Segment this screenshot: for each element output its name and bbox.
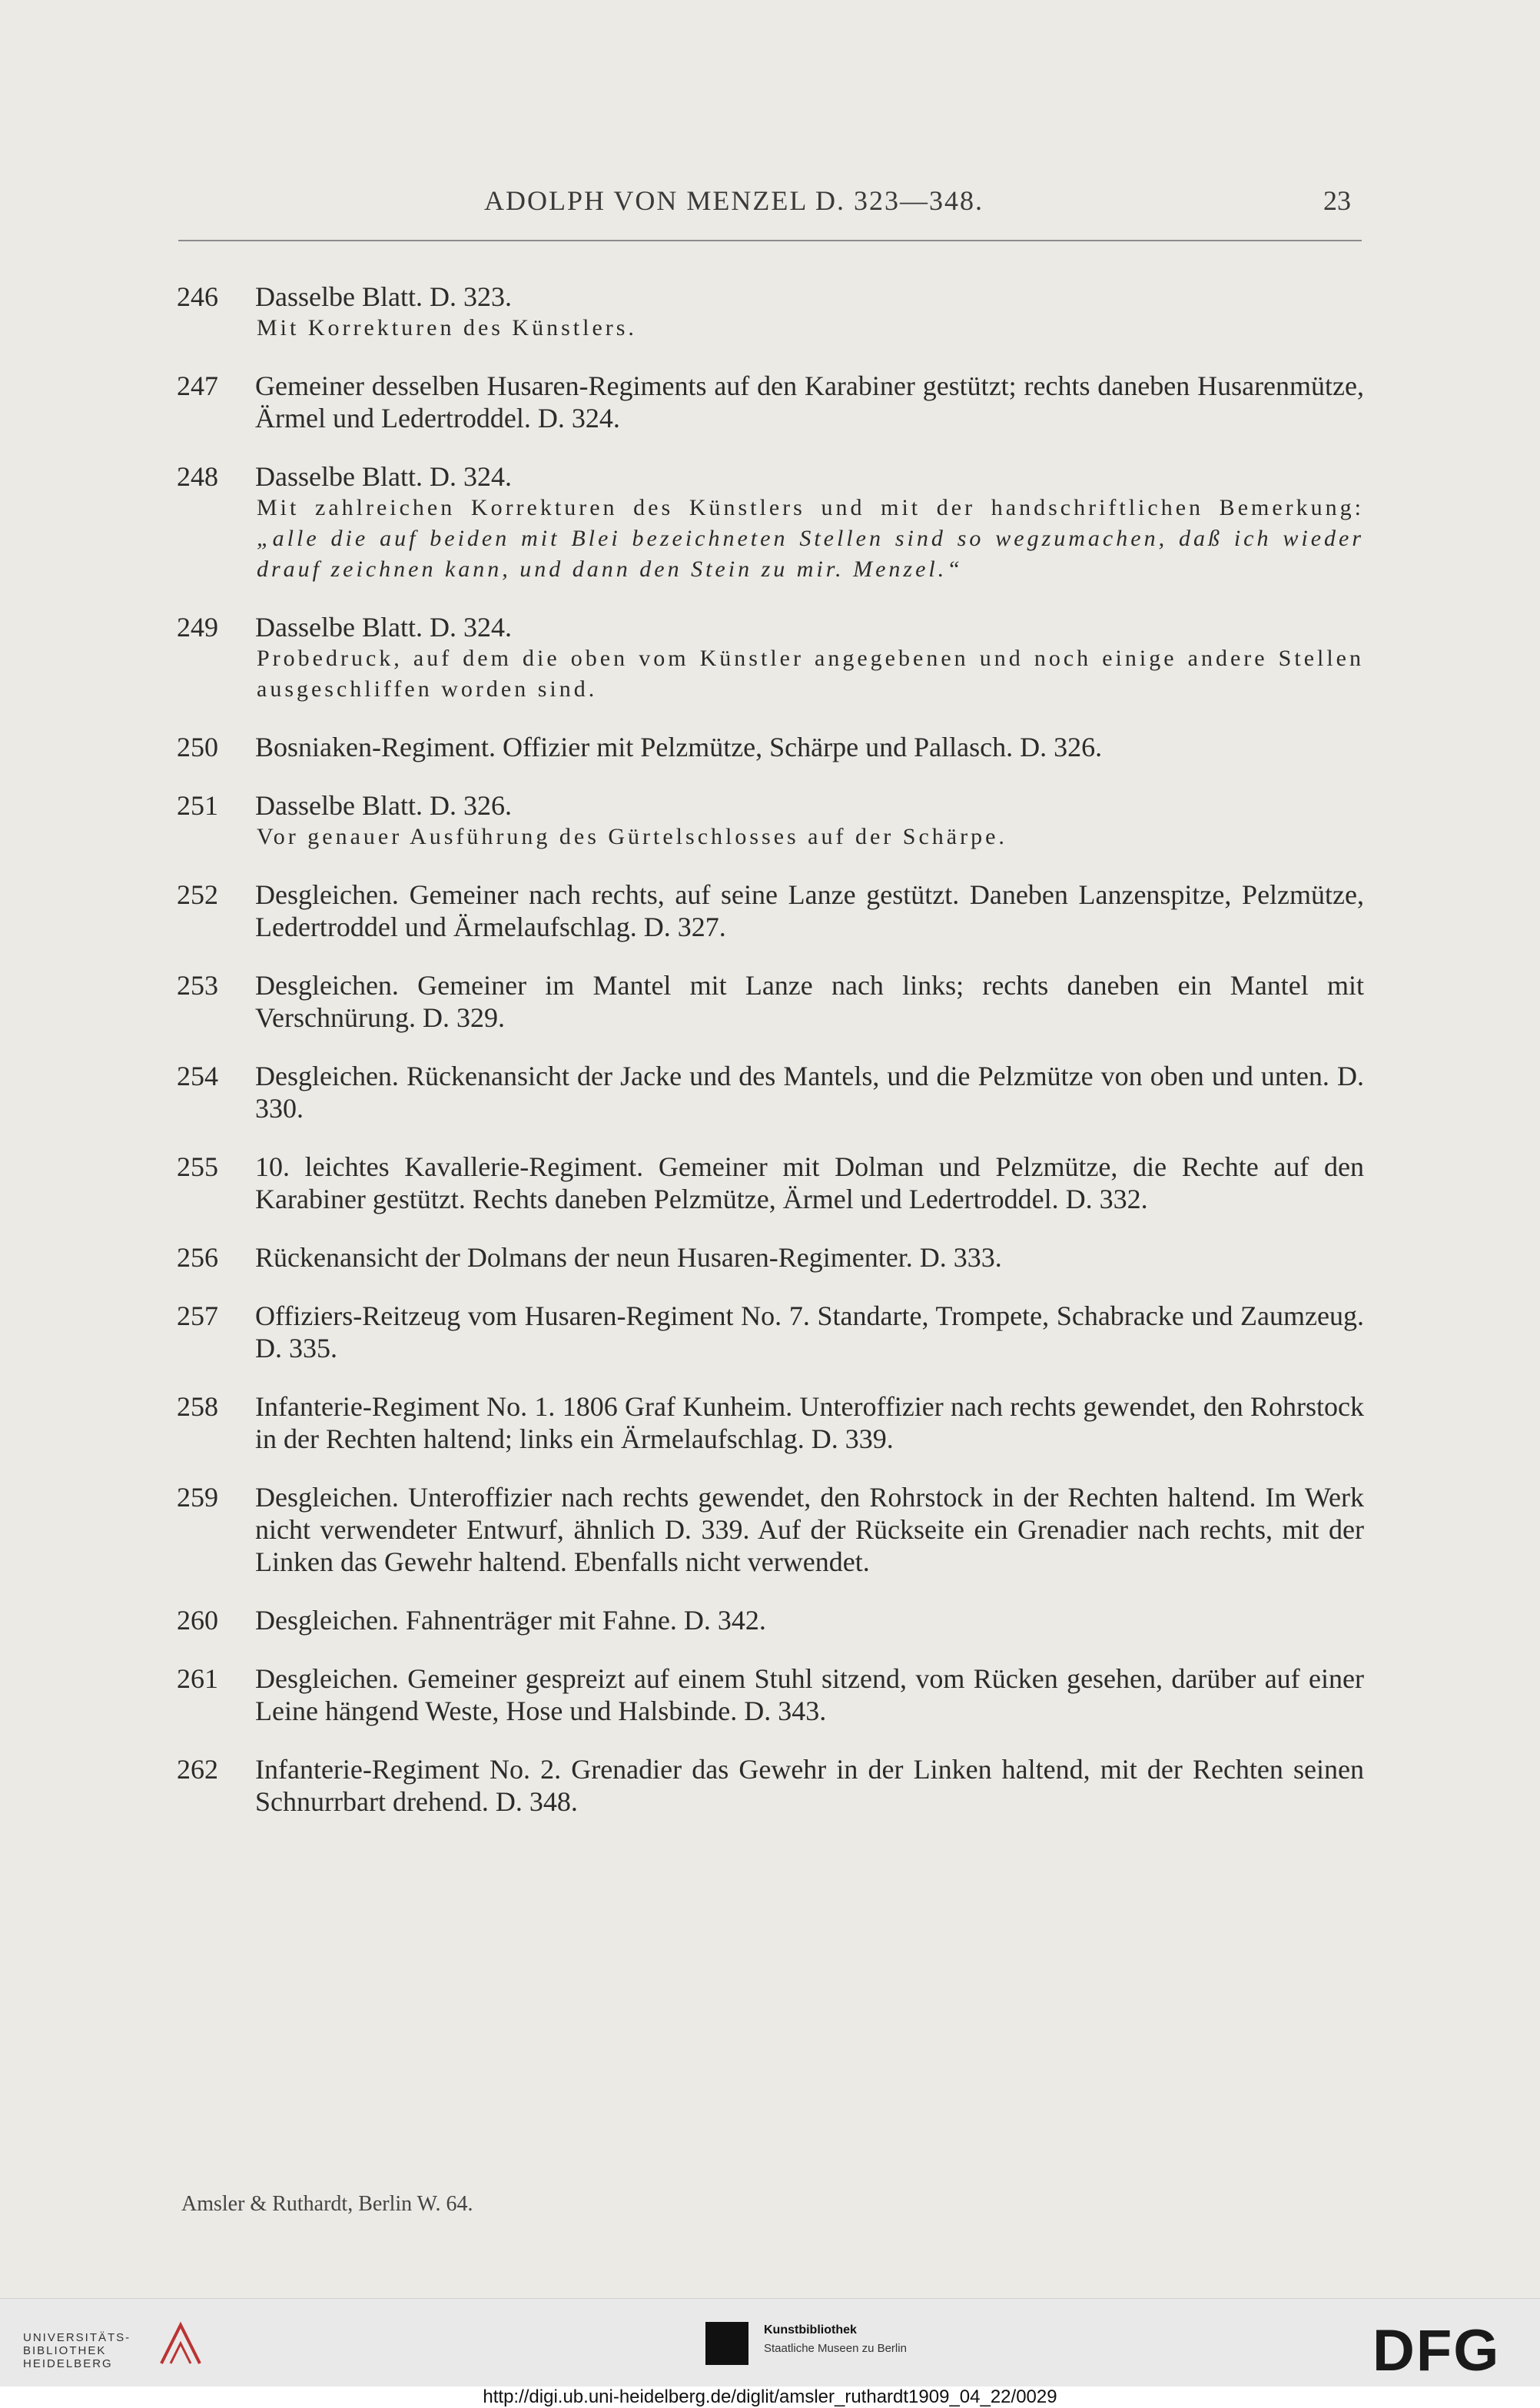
catalogue-entry bbox=[177, 1241, 1364, 1274]
entry-number: 258 bbox=[177, 1391, 218, 1422]
entry-number: 260 bbox=[177, 1605, 218, 1636]
entry-number: 246 bbox=[177, 281, 218, 312]
footer-bar bbox=[0, 2298, 1540, 2387]
kunstbibliothek-logo[interactable] bbox=[705, 2313, 967, 2374]
entry-number: 250 bbox=[177, 732, 218, 762]
university-library-logo[interactable] bbox=[23, 2331, 131, 2370]
entry-text: Infanterie-Regiment No. 1. 1806 Graf Kunheim. Unteroffizier nach rechts gewendet, den Rohrstock in der Rechten haltend; links ein Ärmelaufschlag. D. 339. bbox=[255, 1391, 1364, 1454]
entry-number: 256 bbox=[177, 1242, 218, 1273]
entry-note bbox=[255, 493, 1364, 585]
catalogue-entry bbox=[177, 1390, 1364, 1455]
entry-number: 251 bbox=[177, 790, 218, 821]
entry-number: 253 bbox=[177, 970, 218, 1001]
entry-note-quote: „alle die auf beiden mit Blei bezeichneten Stellen sind so wegzumachen, daß ich wieder drauf zeichnen kann, und dann den Stein zu mir. Menzel.“ bbox=[257, 526, 1364, 582]
entry-text: Dasselbe Blatt. D. 324. bbox=[255, 461, 512, 492]
entry-text: Dasselbe Blatt. D. 326. bbox=[255, 790, 512, 821]
entry-note: Probedruck, auf dem die oben vom Künstler angegebenen und noch einige andere Stellen ausgeschliffen worden sind. bbox=[257, 646, 1364, 702]
catalogue-entry bbox=[177, 879, 1364, 943]
entry-note: Mit Korrekturen des Künstlers. bbox=[257, 315, 637, 340]
catalogue-entry bbox=[177, 1300, 1364, 1364]
entry-number: 261 bbox=[177, 1663, 218, 1694]
entry-text: Desgleichen. Gemeiner im Mantel mit Lanze nach links; rechts daneben ein Mantel mit Verschnürung. D. 329. bbox=[255, 970, 1364, 1033]
catalogue-entry bbox=[177, 969, 1364, 1034]
entry-number: 249 bbox=[177, 612, 218, 643]
entry-text: Desgleichen. Rückenansicht der Jacke und des Mantels, und die Pelzmütze von oben und unten. D. 330. bbox=[255, 1061, 1364, 1124]
catalogue-entry bbox=[177, 1662, 1364, 1727]
catalogue-entry bbox=[177, 1151, 1364, 1215]
running-head bbox=[0, 184, 1540, 231]
entry-text: Desgleichen. Unteroffizier nach rechts gewendet, den Rohrstock in der Rechten haltend. Im Werk nicht verwendeter Entwurf, ähnlich D. 339. Auf der Rückseite ein Grenadier nach rechts, mit der Linken das Gewehr haltend. Ebenfalls nicht verwendet. bbox=[255, 1482, 1364, 1577]
entry-number: 248 bbox=[177, 461, 218, 492]
library-name-line2: BIBLIOTHEK bbox=[23, 2344, 107, 2357]
entry-text: Gemeiner desselben Husaren-Regiments auf den Karabiner gestützt; rechts daneben Husarenmütze, Ärmel und Ledertroddel. D. 324. bbox=[255, 370, 1364, 433]
library-emblem-icon bbox=[154, 2317, 207, 2371]
catalogue-entries bbox=[177, 281, 1364, 1844]
entry-number: 259 bbox=[177, 1482, 218, 1513]
library-name-line1: UNIVERSITÄTS- bbox=[23, 2331, 131, 2344]
library-name-line3: HEIDELBERG bbox=[23, 2357, 113, 2370]
entry-text: Dasselbe Blatt. D. 323. bbox=[255, 281, 512, 312]
entry-text: Infanterie-Regiment No. 2. Grenadier das Gewehr in der Linken haltend, mit der Rechten seinen Schnurrbart drehend. D. 348. bbox=[255, 1754, 1364, 1817]
entry-number: 257 bbox=[177, 1300, 218, 1331]
catalogue-entry bbox=[177, 1060, 1364, 1124]
kunstbibliothek-mark-icon bbox=[705, 2322, 748, 2365]
kunstbibliothek-title: Kunstbibliothek bbox=[764, 2323, 857, 2337]
catalogue-entry bbox=[177, 731, 1364, 763]
entry-text: Dasselbe Blatt. D. 324. bbox=[255, 612, 512, 643]
running-title: ADOLPH VON MENZEL D. 323—348. bbox=[484, 185, 984, 216]
catalogue-entry bbox=[177, 1604, 1364, 1636]
header-rule bbox=[178, 240, 1362, 241]
entry-number: 252 bbox=[177, 879, 218, 910]
catalogue-entry bbox=[177, 789, 1364, 852]
catalogue-entry bbox=[177, 281, 1364, 344]
page-number: 23 bbox=[1323, 185, 1351, 216]
catalogue-entry bbox=[177, 611, 1364, 705]
entry-text: Desgleichen. Gemeiner nach rechts, auf seine Lanze gestützt. Daneben Lanzenspitze, Pelzmütze, Ledertroddel und Ärmelaufschlag. D. 327. bbox=[255, 879, 1364, 942]
entry-text: Desgleichen. Gemeiner gespreizt auf einem Stuhl sitzend, vom Rücken gesehen, darüber auf einer Leine hängend Weste, Hose und Halsbinde. D. 343. bbox=[255, 1663, 1364, 1726]
dfg-logo[interactable]: DFG bbox=[1372, 2318, 1501, 2383]
entry-text: Bosniaken-Regiment. Offizier mit Pelzmütze, Schärpe und Pallasch. D. 326. bbox=[255, 732, 1103, 762]
catalogue-entry bbox=[177, 370, 1364, 434]
permalink-bar bbox=[0, 2386, 1540, 2408]
entry-text: Rückenansicht der Dolmans der neun Husaren-Regimenter. D. 333. bbox=[255, 1242, 1002, 1273]
entry-note-text: Mit zahlreichen Korrekturen des Künstlers und mit der handschriftlichen Bemerkung: bbox=[257, 495, 1364, 520]
catalogue-entry bbox=[177, 1753, 1364, 1818]
entry-text: Desgleichen. Fahnenträger mit Fahne. D. 342. bbox=[255, 1605, 766, 1636]
entry-number: 247 bbox=[177, 370, 218, 401]
entry-number: 262 bbox=[177, 1754, 218, 1785]
entry-text: Offiziers-Reitzeug vom Husaren-Regiment No. 7. Standarte, Trompete, Schabracke und Zaumzeug. D. 335. bbox=[255, 1300, 1364, 1363]
entry-number: 254 bbox=[177, 1061, 218, 1091]
printer-imprint: Amsler & Ruthardt, Berlin W. 64. bbox=[181, 2192, 473, 2216]
kunstbibliothek-subtitle: Staatliche Museen zu Berlin bbox=[764, 2342, 907, 2355]
catalogue-entry bbox=[177, 460, 1364, 585]
entry-note: Vor genauer Ausführung des Gürtelschlosses auf der Schärpe. bbox=[257, 824, 1007, 849]
permalink-url[interactable]: http://digi.ub.uni-heidelberg.de/diglit/amsler_ruthardt1909_04_22/0029 bbox=[483, 2386, 1057, 2407]
catalogue-entry bbox=[177, 1481, 1364, 1578]
entry-text: 10. leichtes Kavallerie-Regiment. Gemeiner mit Dolman und Pelzmütze, die Rechte auf den Karabiner gestützt. Rechts daneben Pelzmütze, Ärmel und Ledertroddel. D. 332. bbox=[255, 1151, 1364, 1214]
entry-number: 255 bbox=[177, 1151, 218, 1182]
